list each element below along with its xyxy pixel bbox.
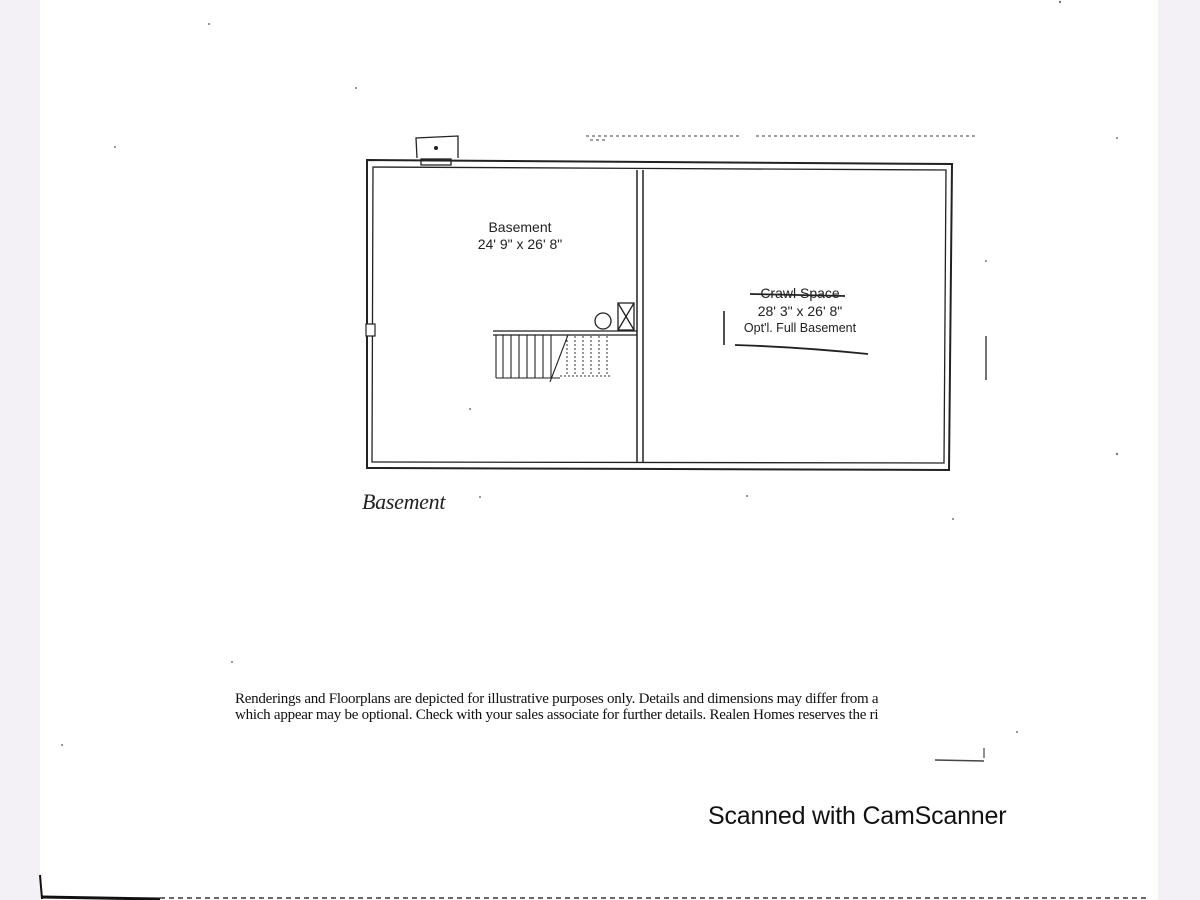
scan-noise-line: [935, 760, 984, 761]
disclaimer-text: [235, 691, 987, 723]
disclaimer-line-1: Renderings and Floorplans are depicted for illustrative purposes only. Details and dimensions may differ from a: [235, 691, 879, 707]
scan-noise: [586, 136, 975, 140]
page-bottom-edge: [40, 875, 1150, 899]
stair-landing-wall: [493, 331, 637, 335]
staircase-dashed: [560, 336, 612, 376]
basement-room-dimensions: 24' 9" x 26' 8": [477, 236, 563, 252]
basement-room-name: Basement: [488, 219, 552, 235]
crawl-space-room-name: Crawl Space: [760, 285, 840, 301]
furnace-symbol: [618, 303, 634, 330]
water-heater-symbol: [595, 313, 611, 329]
crawl-space-room-note: Opt'l. Full Basement: [743, 321, 857, 335]
interior-wall: [637, 170, 643, 463]
crawl-space-room-dimensions: 28' 3" x 26' 8": [757, 303, 843, 319]
left-wall-opening: [366, 324, 375, 336]
disclaimer-line-2: which appear may be optional. Check with your sales associate for further details. Realen Homes reserves the ri: [235, 707, 879, 723]
plan-title: Basement: [362, 489, 446, 514]
scan-speckles: [61, 1, 1118, 746]
camscanner-watermark: Scanned with CamScanner: [708, 802, 1007, 830]
basement-room-label: [450, 219, 590, 252]
staircase: [496, 335, 568, 382]
crawl-space-room-label: [730, 285, 870, 335]
